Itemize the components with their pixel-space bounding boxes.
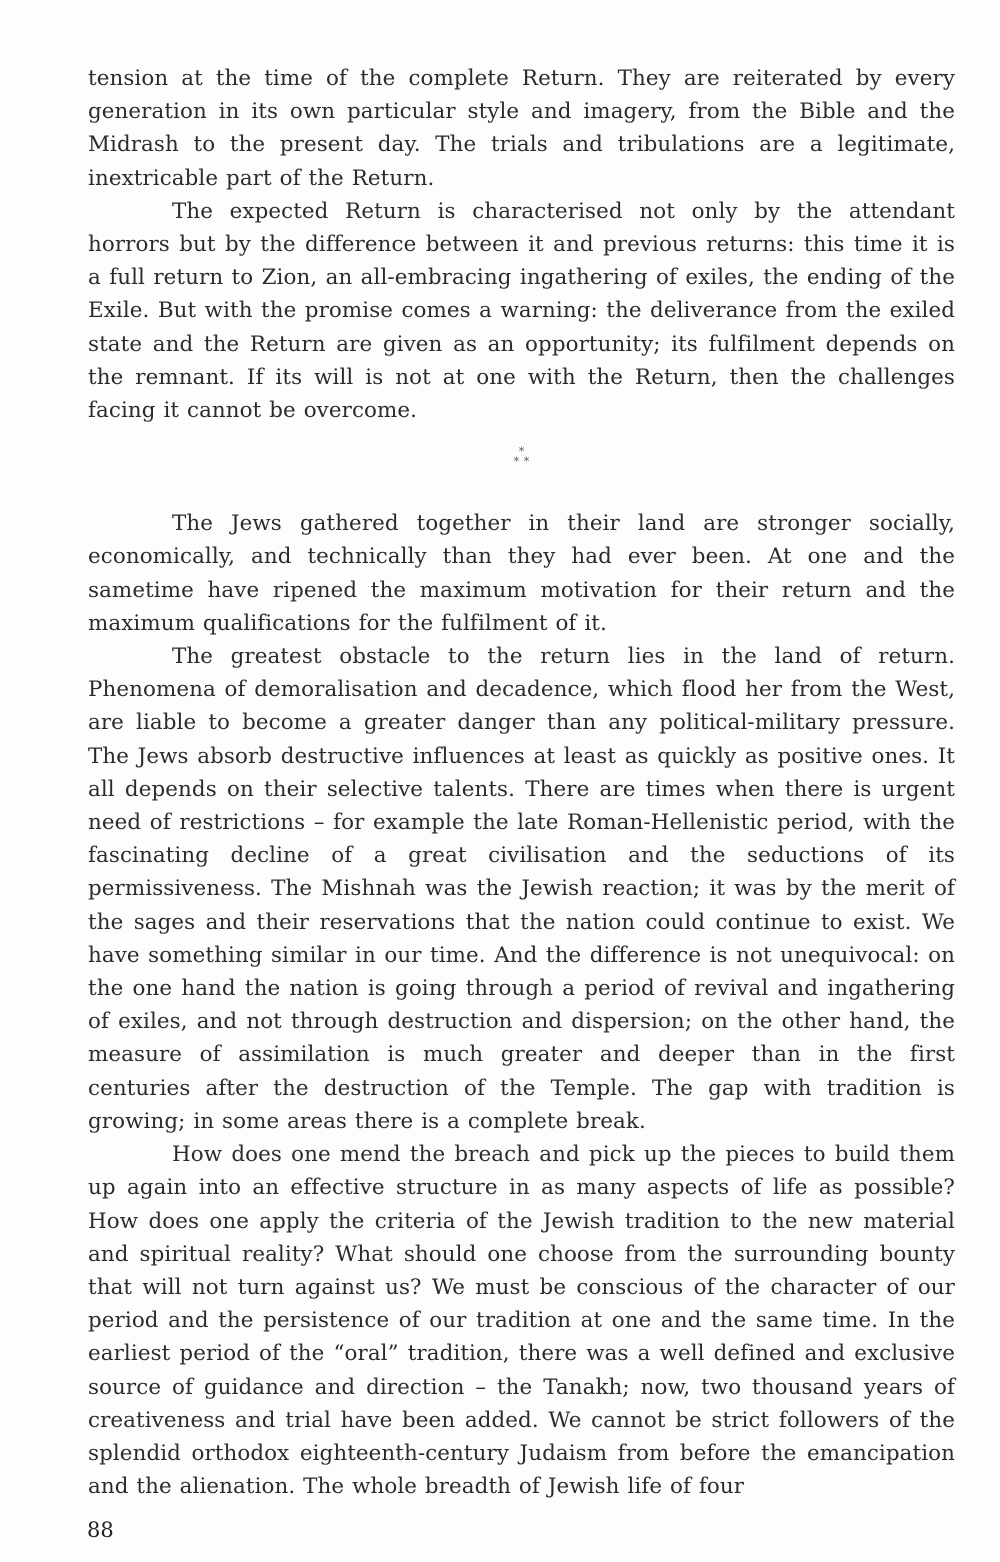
paragraph: The greatest obstacle to the return lies in the land of return. Phenomena of demoralisation and decadence, which flood her from the West, are liable to become a greater danger than any political-military pressure. The Jews absorb destructive influences at least as quickly as positive ones. It all depends on their selective talents. There are times when there is urgent need of restrictions – for example the late Roman-Hellenistic period, with the fascinating decline of a great civilisation and the seductions of its permissiveness. The Mishnah was the Jewish reaction; it was by the merit of the sages and their reservations that the nation could continue to exist. We have something similar in our time. And the difference is not unequivocal: on the one hand the nation is going through a period of revival and ingathering of exiles, and not through destruction and dispersion; on the other hand, the measure of assimilation is much greater and deeper than in the first centuries after the destruction of the Temple. The gap with tradition is growing; in some areas there is a complete break. xyxy=(88,644,955,1134)
section-break xyxy=(88,427,955,507)
paragraph: The Jews gathered together in their land are stronger socially, economically, and technically than they had ever been. At one and the sametime have ripened the maximum motivation for their return and the maximum qualifications for the fulfilment of it. xyxy=(88,511,955,636)
paragraph: How does one mend the breach and pick up the pieces to build them up again into an effective structure in as many aspects of life as possible? How does one apply the criteria of the Jewish tradition to the new material and spiritual reality? What should one choose from the surrounding bounty that will not turn against us? We must be conscious of the character of our period and the persistence of our tradition at one and the same time. In the earliest period of the “oral” tradition, there was a well defined and exclusive source of guidance and direction – the Tanakh; now, two thousand years of creativeness and trial have been added. We cannot be strict followers of the splendid orthodox eighteenth-century Judaism from before the emancipation and the alienation. The whole breadth of Jewish life of four xyxy=(88,1142,955,1500)
paragraph-continued: tension at the time of the complete Return. They are reiterated by every generation in its own particular style and imagery, from the Bible and the Midrash to the present day. The trials and tribulations are a legitimate, inextricable part of the Return. xyxy=(88,66,955,191)
asterism-bottom: * * xyxy=(513,455,530,469)
asterism-icon xyxy=(88,447,955,467)
asterism-top: * xyxy=(518,445,525,459)
paragraph: The expected Return is characterised not only by the attendant horrors but by the difference between it and previous returns: this time it is a full return to Zion, an all-embracing ingathering of exiles, the ending of the Exile. But with the promise comes a warning: the deliverance from the exiled state and the Return are given as an opportunity; its fulfilment depends on the remnant. If its will is not at one with the Return, then the challenges facing it cannot be overcome. xyxy=(88,198,955,424)
body-text xyxy=(88,62,955,1503)
page-number: 88 xyxy=(87,1518,114,1542)
